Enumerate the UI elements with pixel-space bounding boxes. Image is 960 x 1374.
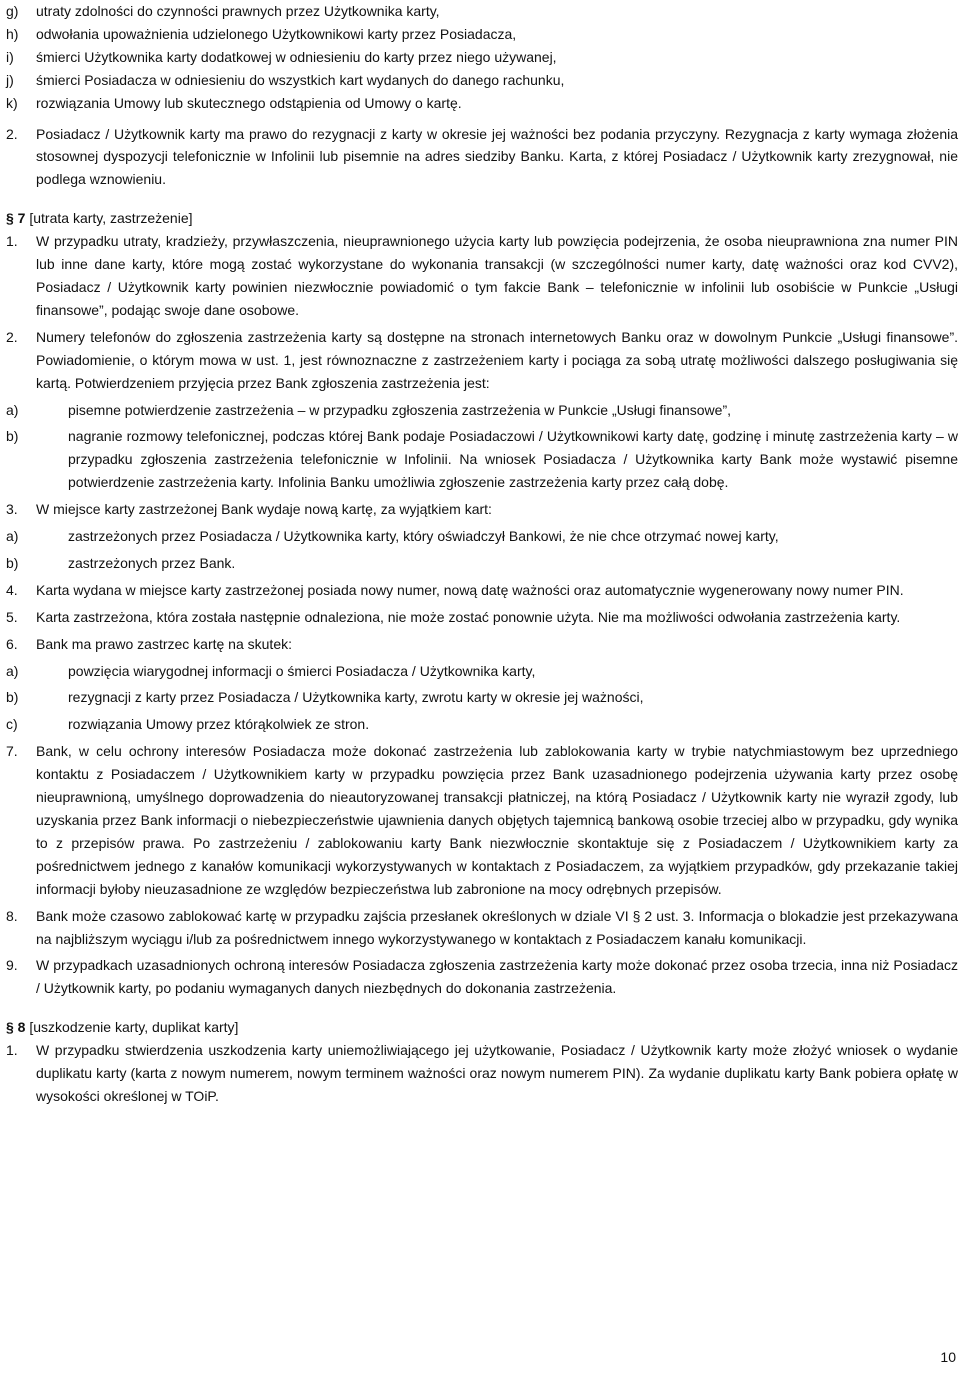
list-marker: j) bbox=[6, 71, 14, 88]
sub-item-text: zastrzeżonych przez Posiadacza / Użytkownika karty, który oświadczył Bankowi, że nie chce otrzymać nowej karty, bbox=[68, 528, 779, 545]
paragraph-number: 2. bbox=[6, 328, 18, 345]
list-marker: k) bbox=[6, 94, 18, 111]
paragraph-text: Posiadacz / Użytkownik karty ma prawo do rezygnacji z karty w okresie jej ważności bez podania przyczyny. Rezygnacja z karty wymaga złożenia stosownej dyspozycji telefonicznie w Infolinii lub pisemnie na adres siedziby Banku. Karta, z której Posiadacz / Użytkownik karty zrezygnował, nie podlega wznowieniu. bbox=[36, 125, 958, 188]
paragraph-number: 6. bbox=[6, 635, 18, 652]
paragraph-text: W przypadku stwierdzenia uszkodzenia karty uniemożliwiającego jej użytkowanie, Posiadacz / Użytkownik karty może złożyć wniosek o wydanie duplikatu karty (karta z nowym numerem, nowym terminem ważności oraz nowym numerem PIN). Za wydanie duplikatu karty Bank pobiera opłatę w wysokości określonej w TOiP. bbox=[36, 1042, 958, 1104]
paragraph-2 bbox=[6, 123, 958, 192]
sub-marker: a) bbox=[6, 528, 19, 545]
paragraph-text: W przypadkach uzasadnionych ochroną interesów Posiadacza zgłoszenia zastrzeżenia karty może dokonać przez osoba trzecia, inna niż Posiadacz / Użytkownik karty, po podaniu wymaganych danych niezbędnych do dokonania zastrzeżenia. bbox=[36, 957, 958, 997]
sub-item-text: rozwiązania Umowy przez którąkolwiek ze stron. bbox=[68, 716, 370, 733]
sub-item bbox=[6, 686, 958, 709]
list-item bbox=[6, 92, 958, 115]
sub-marker: b) bbox=[6, 428, 19, 445]
paragraph-text: Bank może czasowo zablokować kartę w przypadku zajścia przesłanek określonych w dziale VI § 2 ust. 3. Informacja o blokadzie jest przekazywana na najbliższym wyciągu i/lub za pośrednictwem innego wykorzystywanego w kontaktach z Posiadaczem kanału komunikacji. bbox=[36, 907, 958, 947]
paragraph-text: Bank, w celu ochrony interesów Posiadacza może dokonać zastrzeżenia lub zablokowania karty w trybie natychmiastowym bez uprzedniego kontaktu z Posiadaczem / Użytkownikiem karty w przypadku powzięcia przez Bank uzasadnionego podejrzenia używania karty przez osobę nieuprawnioną, umyślnego doprowadzenia do nieautoryzowanej transakcji płatniczej, na którą Posiadacz / Użytkownik karty nie wyraził zgody, lub uzyskania przez Bank informacji o niebezpieczeństwie ujawnienia danych objętych tajemnicą bankową osobie trzeciej albo w przypadku, gdy wynika to z przepisów prawa. Po zastrzeżeniu / zablokowaniu karty Bank niezwłocznie skontaktuje się z Posiadaczem / Użytkownikiem karty za pośrednictwem jednego z kanałów komunikacji wykorzystywanych w kontaktach z Posiadaczem, za wyjątkiem przypadków, gdy przekazanie takiej informacji byłoby nieuzasadnione ze względów bezpieczeństwa lub zabronione na mocy odrębnych przepisów. bbox=[36, 743, 958, 897]
sub-marker: c) bbox=[6, 716, 18, 733]
list-marker: g) bbox=[6, 3, 19, 19]
paragraph bbox=[6, 230, 958, 322]
sub-marker: a) bbox=[6, 662, 19, 679]
paragraph-number: 7. bbox=[6, 743, 18, 760]
section-number: § 7 bbox=[6, 210, 26, 227]
list-marker: i) bbox=[6, 48, 14, 65]
paragraph bbox=[6, 954, 958, 1000]
sub-item bbox=[6, 552, 958, 575]
sub-item bbox=[6, 399, 958, 422]
paragraph bbox=[6, 326, 958, 395]
list-item-text: rozwiązania Umowy lub skutecznego odstąpienia od Umowy o kartę. bbox=[36, 94, 462, 111]
paragraph-text: Karta zastrzeżona, która została następnie odnaleziona, nie może zostać ponownie użyta. Nie ma możliwości odwołania zastrzeżenia karty. bbox=[36, 608, 901, 625]
paragraph-text: Karta wydana w miejsce karty zastrzeżonej posiada nowy numer, nową datę ważności oraz automatycznie wygenerowany nowy numer PIN. bbox=[36, 581, 904, 598]
paragraph-text: Numery telefonów do zgłoszenia zastrzeżenia karty są dostępne na stronach internetowych Banku oraz w dowolnym Punkcie „Usługi finansowe”. Powiadomienie, o którym mowa w ust. 1, jest równoznaczne z zastrzeżeniem karty i pociąga za sobą utratę możliwości dalszego posługiwania się kartą. Potwierdzeniem przyjęcia przez Bank zgłoszenia zastrzeżenia jest: bbox=[36, 328, 958, 391]
sub-item-text: zastrzeżonych przez Bank. bbox=[68, 554, 236, 571]
list-item-text: śmierci Użytkownika karty dodatkowej w odniesieniu do karty przez niego używanej, bbox=[36, 48, 557, 65]
section-heading-8 bbox=[6, 1016, 958, 1039]
paragraph-number: 5. bbox=[6, 608, 18, 625]
paragraph bbox=[6, 633, 958, 656]
paragraph-number: 4. bbox=[6, 581, 18, 598]
sub-item-text: rezygnacji z karty przez Posiadacza / Użytkownika karty, zwrotu karty w okresie jej ważności, bbox=[68, 689, 644, 706]
sub-marker: a) bbox=[6, 401, 19, 418]
page-number: 10 bbox=[940, 1349, 956, 1365]
list-item bbox=[6, 46, 958, 69]
document-page bbox=[6, 0, 958, 1108]
sub-item bbox=[6, 713, 958, 736]
paragraph-text: Bank ma prawo zastrzec kartę na skutek: bbox=[36, 635, 292, 652]
sub-marker: b) bbox=[6, 554, 19, 571]
paragraph-number: 8. bbox=[6, 907, 18, 924]
sub-item-text: pisemne potwierdzenie zastrzeżenia – w przypadku zgłoszenia zastrzeżenia w Punkcie „Usługi finansowe”, bbox=[68, 401, 731, 418]
section-title: [uszkodzenie karty, duplikat karty] bbox=[29, 1019, 239, 1036]
list-item-text: odwołania upoważnienia udzielonego Użytkownikowi karty przez Posiadacza, bbox=[36, 25, 517, 42]
list-item bbox=[6, 0, 958, 23]
sub-item bbox=[6, 425, 958, 494]
paragraph bbox=[6, 1039, 958, 1108]
sub-item bbox=[6, 525, 958, 548]
section-title: [utrata karty, zastrzeżenie] bbox=[29, 210, 193, 227]
section-number: § 8 bbox=[6, 1019, 26, 1036]
sub-marker: b) bbox=[6, 689, 19, 706]
paragraph bbox=[6, 740, 958, 900]
paragraph-text: W miejsce karty zastrzeżonej Bank wydaje nową kartę, za wyjątkiem kart: bbox=[36, 501, 492, 518]
paragraph-number: 1. bbox=[6, 1042, 18, 1059]
paragraph bbox=[6, 905, 958, 951]
sub-item-text: nagranie rozmowy telefonicznej, podczas której Bank podaje Posiadaczowi / Użytkownikowi karty datę, godzinę i minutę zastrzeżenia karty – w przypadku zgłoszenia zastrzeżenia telefonicznie w Infolinii. Na wniosek Posiadacza / Użytkownika karty Bank może wystawić pisemne potwierdzenie zastrzeżenia karty. Infolinia Banku umożliwia zgłoszenie zastrzeżenia karty przez całą dobę. bbox=[68, 428, 958, 491]
paragraph-text: W przypadku utraty, kradzieży, przywłaszczenia, nieuprawnionego użycia karty lub powzięcia podejrzenia, że osoba nieuprawniona zna numer PIN lub inne dane karty, które mogą zostać wykorzystane do wykonania transakcji (w szczególności numer karty, datę ważności oraz kod CVV2), Posiadacz / Użytkownik karty powinien niezwłocznie powiadomić o tym fakcie Bank – telefonicznie w infolinii lub osobiście w Punkcie „Usługi finansowe”, podając swoje dane osobowe. bbox=[36, 233, 958, 318]
list-marker: h) bbox=[6, 25, 19, 42]
paragraph-number: 9. bbox=[6, 957, 18, 974]
list-item bbox=[6, 23, 958, 46]
paragraph-number: 1. bbox=[6, 233, 18, 250]
paragraph bbox=[6, 606, 958, 629]
paragraph-number: 3. bbox=[6, 501, 18, 518]
list-item-text: utraty zdolności do czynności prawnych przez Użytkownika karty, bbox=[36, 3, 440, 19]
paragraph-number: 2. bbox=[6, 125, 18, 142]
list-item bbox=[6, 69, 958, 92]
paragraph bbox=[6, 498, 958, 521]
section-heading-7 bbox=[6, 207, 958, 230]
sub-item bbox=[6, 660, 958, 683]
sub-item-text: powzięcia wiarygodnej informacji o śmierci Posiadacza / Użytkownika karty, bbox=[68, 662, 536, 679]
list-item-text: śmierci Posiadacza w odniesieniu do wszystkich kart wydanych do danego rachunku, bbox=[36, 71, 565, 88]
paragraph bbox=[6, 579, 958, 602]
